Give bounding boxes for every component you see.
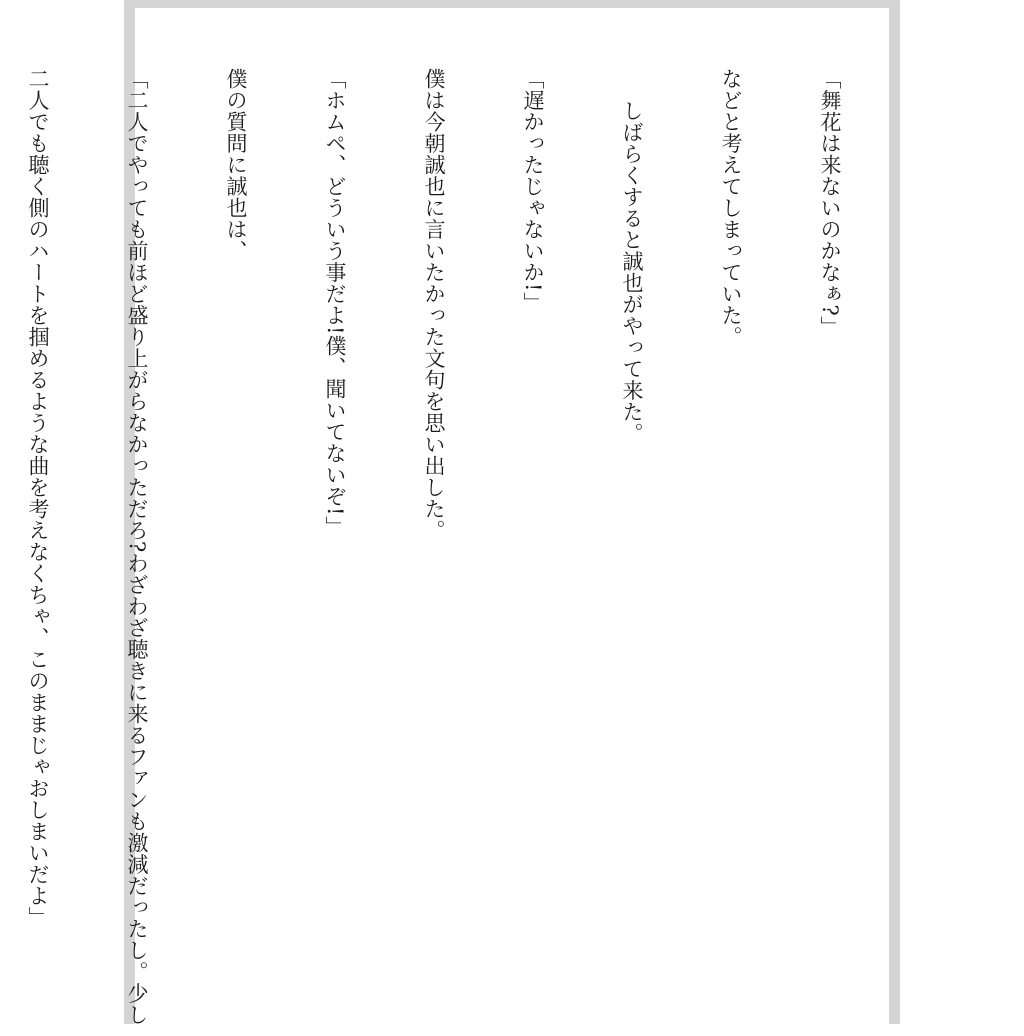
text-line: などと考えてしまっていた。 [719,68,743,348]
text-line: 僕は今朝誠也に言いたかった文句を思い出した。 [422,68,446,541]
text-line: 「遅かったじゃないか!」 [521,68,545,314]
text-line: しばらくすると誠也がやって来た。 [620,99,644,444]
text-line: 「二人でやっても前ほど盛り上がらなかっただろ?わざわざ聴きに来るファンも激減だったし。少し [125,68,149,1026]
text-line: 二人でも聴く側のハートを掴めるような曲を考えなくちゃ、このままじゃおしまいだよ」 [26,68,50,928]
vertical-text-body [0,68,912,1026]
text-line: 「舞花は来ないのかなぁ?」 [818,68,842,338]
text-line: 僕の質問に誠也は、 [224,68,248,262]
text-line: 「ホムペ、どういう事だよ!僕、聞いてないぞ!」 [323,68,347,538]
